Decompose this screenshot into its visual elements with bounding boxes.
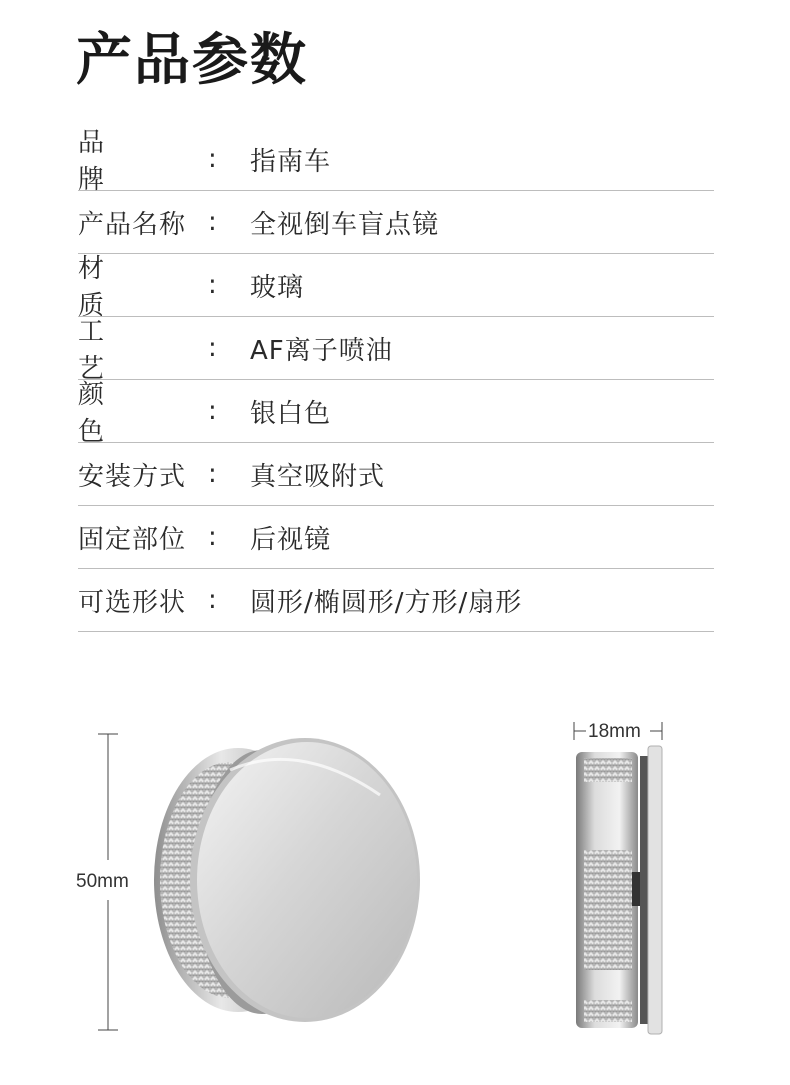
spec-colon: : — [208, 270, 217, 300]
spec-value: 全视倒车盲点镜 — [250, 209, 440, 240]
spec-label — [78, 519, 208, 556]
spec-colon: : — [208, 459, 217, 489]
spec-value: 后视镜 — [250, 524, 332, 555]
spec-value: 玻璃 — [250, 272, 305, 303]
spec-label — [78, 122, 208, 196]
spec-row-process — [78, 317, 714, 384]
spec-colon: : — [208, 207, 217, 237]
spec-colon: : — [208, 585, 217, 615]
height-label: 50mm — [76, 871, 129, 892]
spec-row-material — [78, 254, 714, 321]
spec-row-mount-location — [78, 506, 714, 569]
spec-row-shapes — [78, 569, 714, 632]
mirror-front-view — [154, 738, 420, 1022]
spec-row-product-name — [78, 191, 714, 254]
spec-label-text: 品牌 — [78, 128, 167, 195]
spec-label — [78, 456, 208, 493]
spec-value: 指南车 — [250, 146, 332, 177]
page-title: 产品参数 — [76, 28, 308, 93]
spec-label — [78, 582, 208, 619]
mirror-side-view — [576, 746, 662, 1034]
spec-value: 圆形/椭圆形/方形/扇形 — [250, 587, 523, 618]
spec-row-color — [78, 380, 714, 447]
product-illustration — [0, 700, 790, 1085]
spec-colon: : — [208, 333, 217, 363]
spec-label-text: 固定部位 — [78, 524, 187, 555]
spec-row-install-method — [78, 443, 714, 506]
spec-label-text: 可选形状 — [78, 587, 187, 618]
spec-label-text: 颜色 — [78, 380, 167, 447]
spec-label — [78, 204, 208, 241]
spec-value: 真空吸附式 — [250, 461, 386, 492]
spec-label-text: 工艺 — [78, 317, 167, 384]
spec-label-text: 材质 — [78, 254, 167, 321]
spec-value: 银白色 — [250, 398, 332, 429]
spec-label-text: 安装方式 — [78, 461, 187, 492]
thickness-label: 18mm — [588, 721, 641, 742]
spec-label-text: 产品名称 — [78, 209, 187, 240]
spec-label — [78, 374, 208, 448]
spec-colon: : — [208, 522, 217, 552]
spec-colon: : — [208, 144, 217, 174]
spec-colon: : — [208, 396, 217, 426]
spec-row-brand — [78, 128, 714, 195]
spec-table — [78, 128, 714, 632]
spec-value: AF离子喷油 — [250, 335, 393, 366]
